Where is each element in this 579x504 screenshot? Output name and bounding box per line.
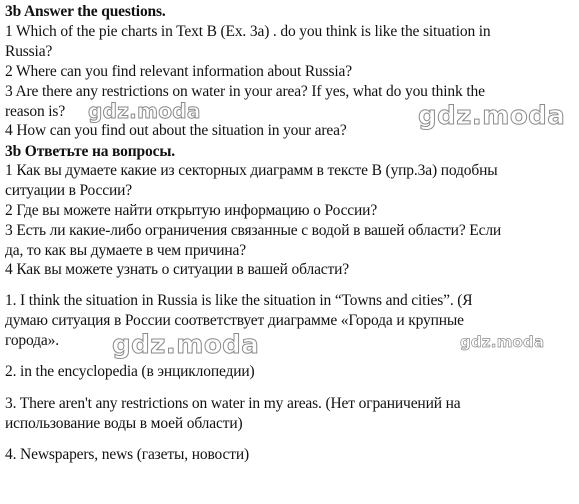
answer-1-line-1: 1. I think the situation in Russia is like the situation in “Towns and cities”. (Я	[5, 292, 473, 309]
watermark: gdz.moda	[112, 330, 260, 360]
watermark: gdz.moda	[88, 99, 201, 123]
english-question-3-line-2: reason is?	[5, 103, 66, 120]
english-question-2: 2 Where can you find relevant information about Russia?	[5, 63, 352, 80]
english-heading: 3b Answer the questions.	[5, 3, 166, 20]
answer-3-line-1: 3. There aren't any restrictions on water in my areas. (Нет ограничений на	[5, 395, 461, 412]
russian-question-3-line-2: да, то как вы думаете в чем причина?	[5, 242, 246, 259]
english-question-3-line-1: 3 Are there any restrictions on water in your area? If yes, what do you think the	[5, 83, 485, 100]
answer-2: 2. in the encyclopedia (в энциклопедии)	[5, 363, 255, 380]
watermark: gdz.moda	[460, 333, 545, 351]
english-question-1-line-2: Russia?	[5, 43, 53, 60]
russian-question-1-line-1: 1 Как вы думаете какие из секторных диаграмм в тексте В (упр.3а) подобны	[5, 162, 498, 179]
russian-question-3-line-1: 3 Есть ли какие-либо ограничения связанные с водой в вашей области? Если	[5, 222, 502, 239]
answer-1-line-2: думаю ситуация в России соответствует диаграмме «Города и крупные	[5, 312, 464, 329]
russian-heading: 3b Ответьте на вопросы.	[5, 143, 176, 160]
watermark: gdz.moda	[418, 101, 566, 131]
russian-question-4: 4 Как вы можете узнать о ситуации в вашей области?	[5, 261, 350, 278]
answer-1-line-3: города».	[5, 332, 59, 349]
english-question-1-line-1: 1 Which of the pie charts in Text B (Ex. 3a) . do you think is like the situation in	[5, 23, 491, 40]
answer-4: 4. Newspapers, news (газеты, новости)	[5, 446, 250, 463]
russian-question-1-line-2: ситуации в России?	[5, 182, 133, 199]
english-question-4: 4 How can you find out about the situation in your area?	[5, 122, 347, 139]
answer-3-line-2: использование воды в моей области)	[5, 415, 243, 432]
russian-question-2: 2 Где вы можете найти открытую информацию о России?	[5, 202, 378, 219]
